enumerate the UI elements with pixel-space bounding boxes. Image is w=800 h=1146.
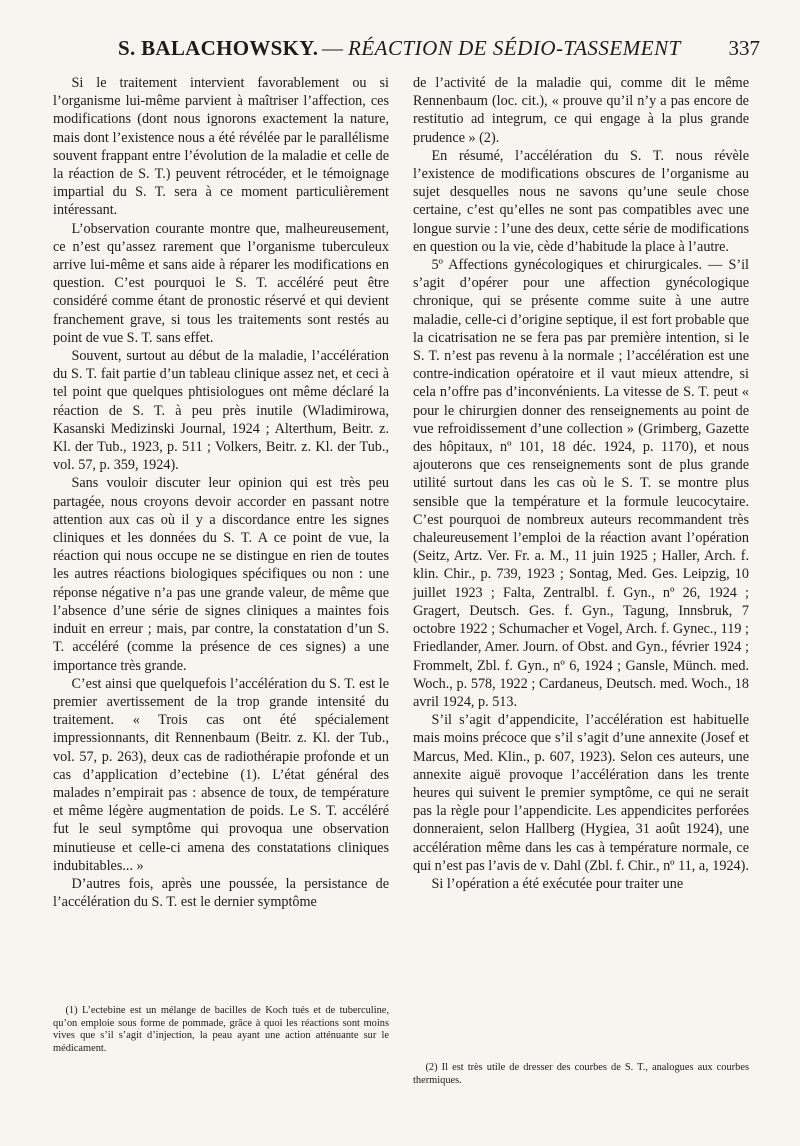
header-author: S. BALACHOWSKY. xyxy=(118,36,319,60)
footnote-right xyxy=(413,1062,749,1087)
page-number: 337 xyxy=(728,36,760,60)
paragraph: Si le traitement intervient favorablement ou si l’organisme lui-même parvient à maîtriser l’affection, ces modifications (dont nous ignorons exactement la nature, mais dont l’existence nous a été révélée par le parallélisme souvent frappant entre l’évolution de la maladie et celle de la réaction de S. T.) peuvent rétrocéder, et le témoignage impartial du S. T. sera à ce moment particulièrement intéressant. xyxy=(53,75,389,219)
paragraph: S’il s’agit d’appendicite, l’accélération est habituelle mais moins précoce que s’il s’agit d’une annexite (Josef et Marcus, Med. Klin., p. 607, 1923). Selon ces auteurs, une annexite aiguë provoque l’accélération dans les trente heures qui suivent le premier symptôme, ce qui ne serait pas la règle pour l’appendicite. Les appendicites perforées donneraient, selon Hallberg (Hygiea, 31 août 1924), une accélération même dans les cas à température normale, ce qui n’est pas l’avis de v. Dahl (Zbl. f. Chir., nº 11, a, 1924). xyxy=(413,712,749,874)
paragraph: Si l’opération a été exécutée pour traiter une xyxy=(431,875,684,892)
right-column xyxy=(413,74,749,893)
paragraph: Souvent, surtout au début de la maladie, l’accélération du S. T. fait partie d’un tableau clinique assez net, et ceci à tel point que quelques phtisiologues ont même déclaré la réaction de S. T. à peu près inutile (Wladimirowa, Kasanski Medizinski Journal, 1924 ; Alterthum, Beitr. z. Kl. der Tub., 1923, p. 511 ; Volkers, Beitr. z. Kl. der Tub., vol. 57, p. 359, 1924). xyxy=(53,348,389,474)
section-paragraph: 5º Affections gynécologiques et chirurgicales. — S’il s’agit d’opérer pour une affection gynécologique chronique, qui se présente comme suite à une autre maladie, celle-ci d’origine septique, il est fort probable que la cicatrisation ne se fera pas par première intention, si le S. T. n’est pas revenu à la normale ; l’accélération est une contre-indication opératoire et il vaut mieux attendre, si cela n’offre pas d’inconvénients. La vitesse de S. T. peut « pour le chirurgien donner des renseignements au point de vue refroidissement d’une collection » (Grimberg, Gazette des hôpitaux, nº 101, 18 déc. 1924, p. 1170), et nous ajouterons que ces renseignements sont de plus grande utilité surtout dans les cas où le S. T. se montre plus sensible que la température et la formule leucocytaire. C’est pourquoi de nombreux auteurs recommandent très chaleureusement l’emploi de la réaction avant l’opération (Seitz, Artz. Ver. Fr. a. M., 11 juin 1925 ; Haller, Arch. f. klin. Chir., p. 739, 1923 ; Sontag, Med. Ges. Leipzig, 10 juillet 1923 ; Falta, Zentralbl. f. Gyn., nº 26, 1924 ; Gragert, Deutsch. Ges. f. Gyn., Tagung, Innsbruk, 7 octobre 1922 ; Schumacher et Vogel, Arch. f. Gynec., 119 ; Friedlander, Amer. Journ. of Obst. and Gyn., février 1924 ; Frommelt, Zbl. f. Gyn., nº 6, 1924 ; Gansle, Münch. med. Woch., p. 578, 1922 ; Cardaneus, Deutsch. med. Woch., 18 avril 1924, p. 513. xyxy=(413,257,749,710)
paragraph: L’observation courante montre que, malheureusement, ce n’est qu’assez rarement que l’organisme tuberculeux arrive lui-même et sans aide à réparer les modifications en question. C’est pourquoi le S. T. accéléré peut être considéré comme étant de pronostic réservé et qui devient franchement grave, si tous les traitements sont restés au point de vue S. T. sans effet. xyxy=(53,220,389,346)
left-column xyxy=(53,74,389,911)
footnote-left xyxy=(53,1005,389,1055)
footnote-text: (1) L’ectebine est un mélange de bacilles de Koch tués et de tuberculine, qu’on emploie sous forme de pommade, grâce à quoi les réactions sont moins vives que s’il s’agit d’injection, la peau ayant une action atténuante sur le médicament. xyxy=(53,1005,389,1054)
header-title: RÉACTION DE SÉDIO-TASSEMENT xyxy=(348,36,681,60)
paragraph: C’est ainsi que quelquefois l’accélération du S. T. est le premier avertissement de la trop grande intensité du traitement. « Trois cas ont été spécialement impressionnants, dit Rennenbaum (Beitr. z. Kl. der Tub., vol. 57, p. 263), deux cas de radiothérapie profonde et un cas d’application d’ectebine (1). L’état général des malades n’empirait pas : absence de toux, de température et même légère augmentation de poids. Le S. T. accéléré fut le seul symptôme qui provoqua une observation minutieuse et celle-ci amena des constatations cliniques indubitables... » xyxy=(53,675,389,874)
paragraph: D’autres fois, après une poussée, la persistance de l’accélération du S. T. est le dernier symptôme xyxy=(53,875,389,911)
header-dash: — xyxy=(322,36,343,60)
footnote-text: (2) Il est très utile de dresser des courbes de S. T., analogues aux courbes thermiques. xyxy=(413,1062,749,1086)
paragraph: de l’activité de la maladie qui, comme dit le même Rennenbaum (loc. cit.), « prouve qu’il n’y a pas encore de restitutio ad integrum, ce qui engage à la plus grande prudence » (2). xyxy=(413,75,749,146)
running-header xyxy=(70,36,760,66)
paragraph: En résumé, l’accélération du S. T. nous révèle l’existence de modifications obscures de l’organisme au sujet desquelles nous ne savons qu’une seule chose certaine, c’est qu’elles ne sont pas compatibles avec une longue survie : l’une des deux, cette série de modifications en question ou la vie, cède d’habitude la place à l’autre. xyxy=(413,147,749,255)
paragraph: Sans vouloir discuter leur opinion qui est très peu partagée, nous croyons devoir accorder en passant notre attention aux cas où il y a discordance entre les signes cliniques et les données du S. T. A ce point de vue, la réaction qui nous occupe ne se distingue en rien de toutes les autres réactions biologiques spécifiques ou non : une réponse négative n’a pas une grande valeur, de même que l’absence d’une série de signes cliniques a maintes fois induit en erreur ; mais, par contre, la constatation d’un S. T. accéléré (comme la présence de ces signes) a une importance très grande. xyxy=(53,475,389,674)
